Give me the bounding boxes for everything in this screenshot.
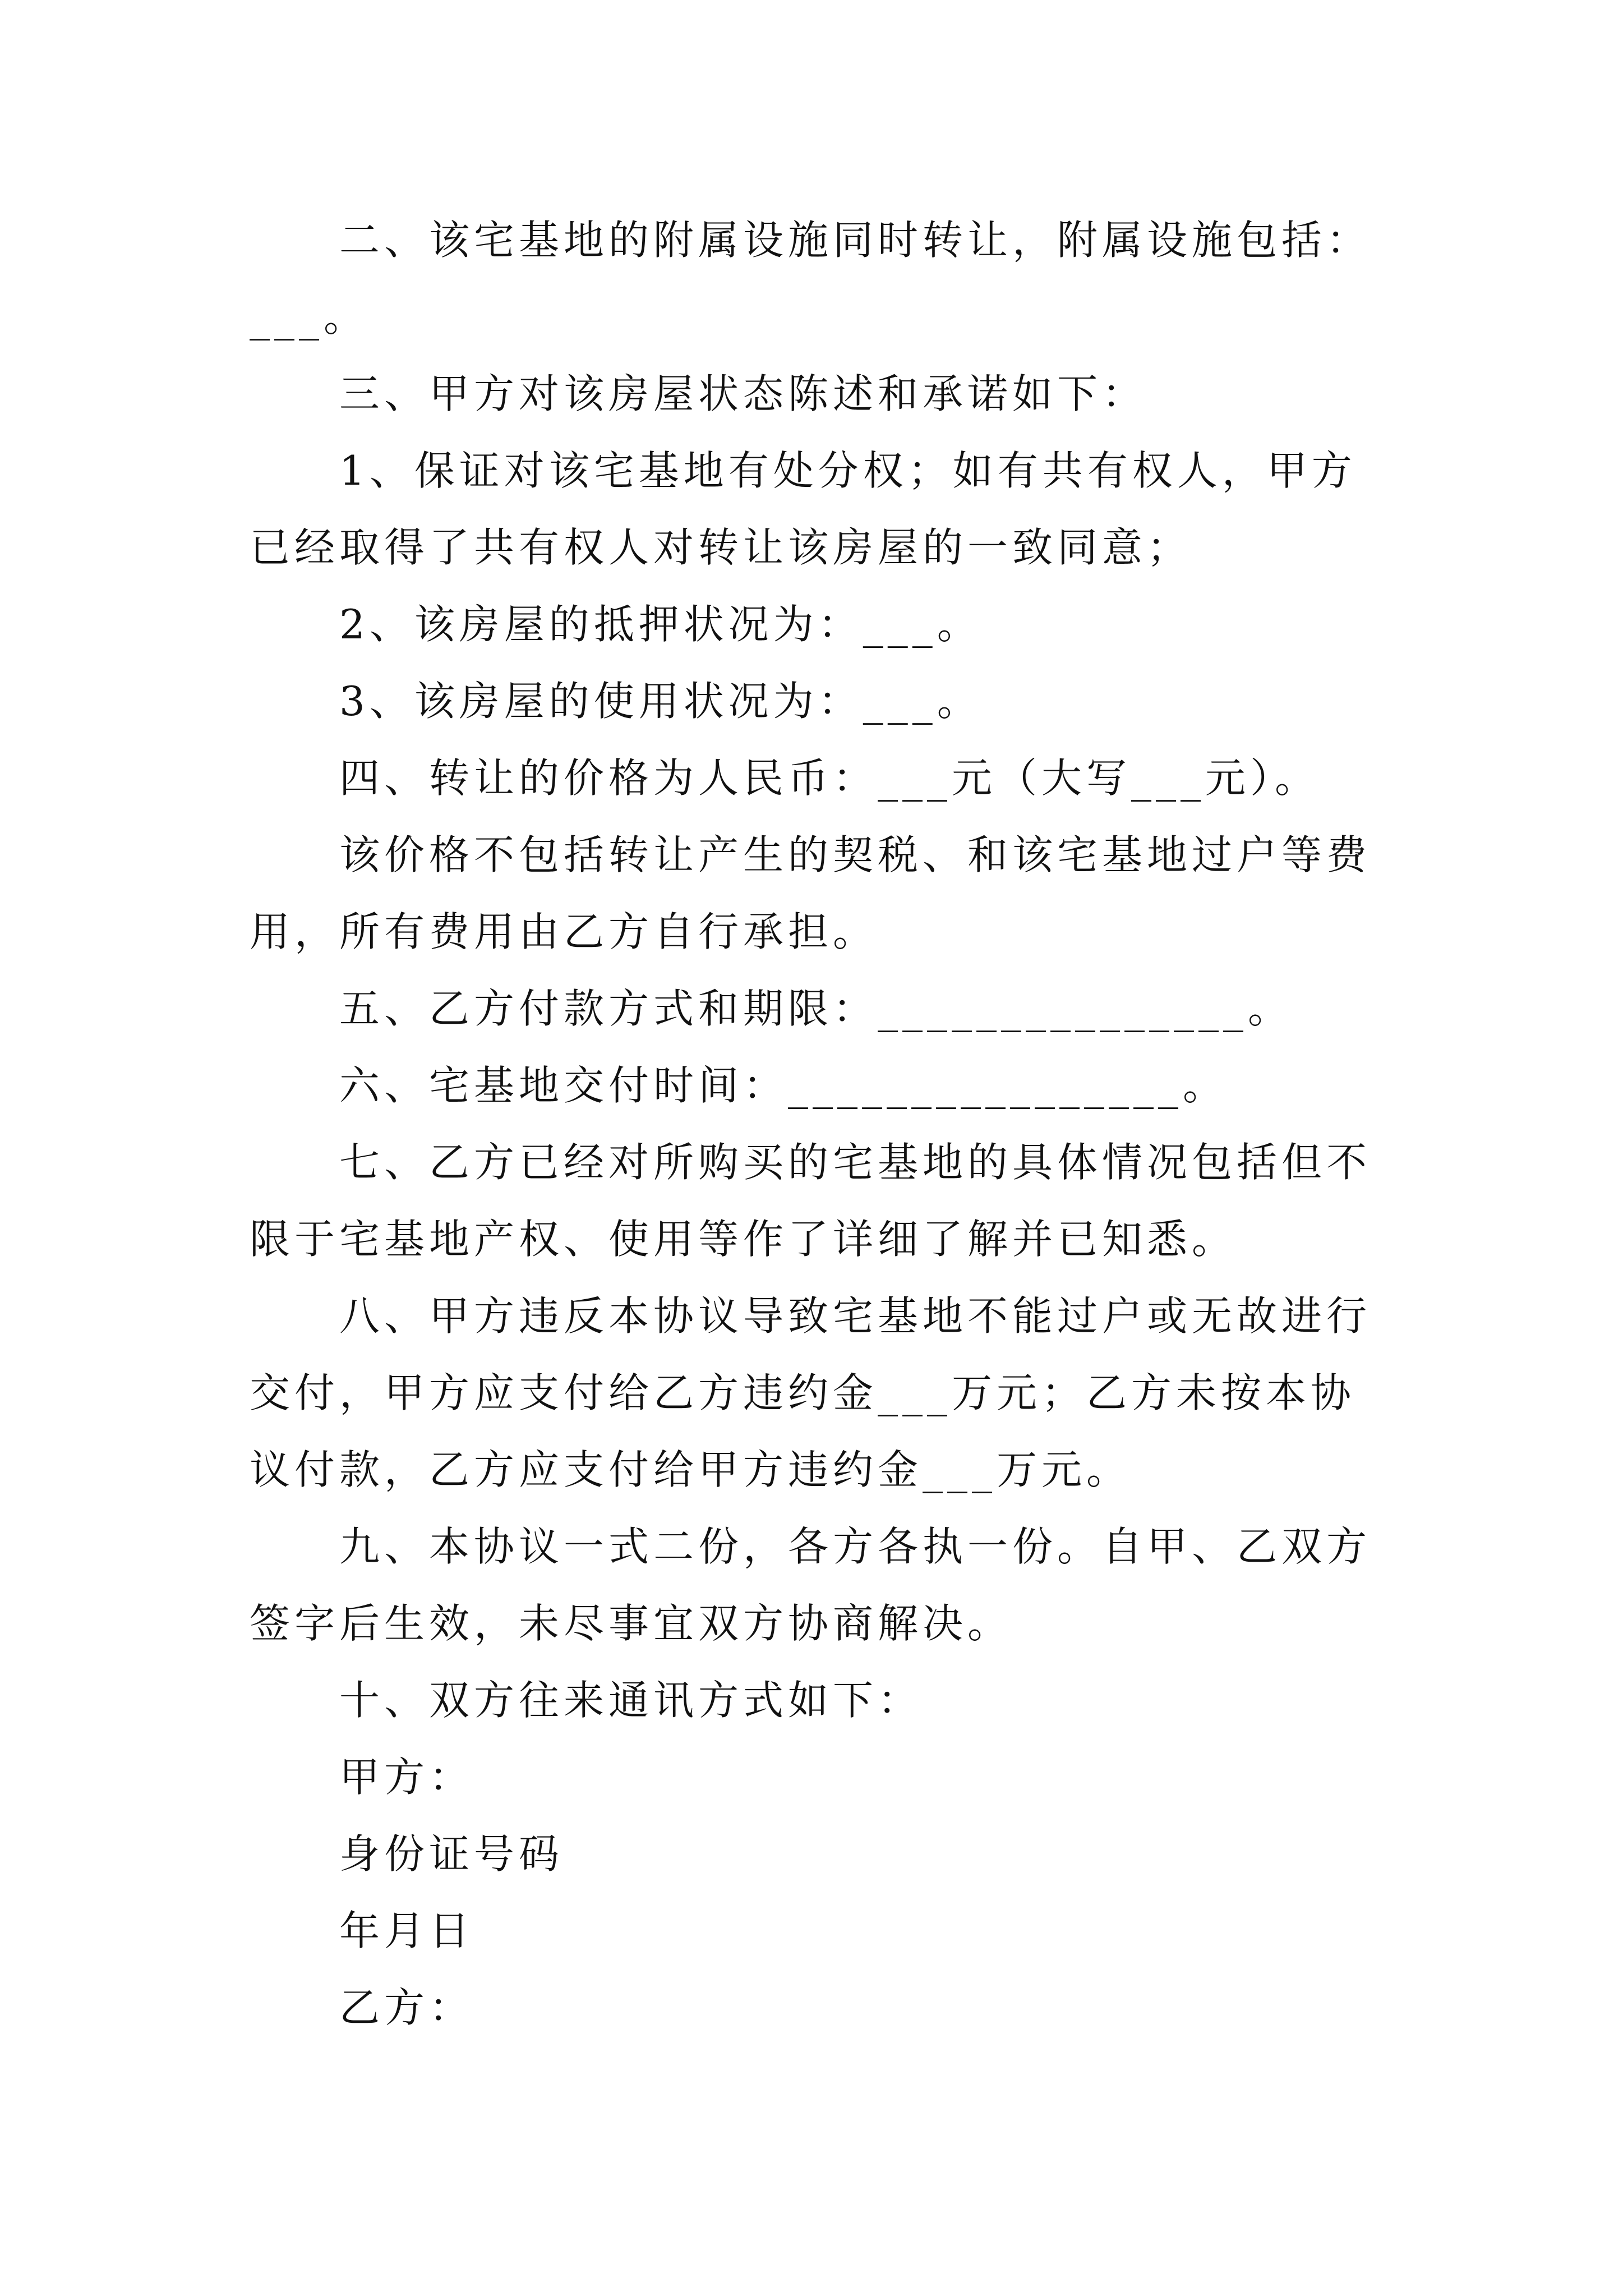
date-label: 年月日 (339, 1907, 474, 1954)
party-a-label: 甲方： (339, 1754, 474, 1801)
id-number-label: 身份证号码 (339, 1830, 564, 1878)
clause-3-item-3: 3、该房屋的使用状况为：___。 (339, 678, 982, 725)
clause-8-breach: 八、甲方违反本协议导致宅基地不能过户或无故进行交付，甲方应支付给乙方违约金___万元；乙方未按本协议付款，乙方应支付给甲方违约金___万元。 (250, 1292, 1372, 1493)
document-body (250, 202, 1377, 2046)
clause-3-heading: 三、甲方对该房屋状态陈述和承诺如下： (339, 370, 1147, 417)
clause-9-copies: 九、本协议一式二份，各方各执一份。自甲、乙双方签字后生效，未尽事宜双方协商解决。 (250, 1523, 1372, 1647)
clause-3-item-1: 1、保证对该宅基地有处分权；如有共有权人，甲方已经取得了共有权人对转让该房屋的一致同意； (250, 447, 1357, 571)
clause-7-acknowledgement: 七、乙方已经对所购买的宅基地的具体情况包括但不限于宅基地产权、使用等作了详细了解并已知悉。 (250, 1139, 1372, 1263)
clause-6-delivery: 六、宅基地交付时间：________________。 (339, 1062, 1228, 1109)
party-b-label: 乙方： (339, 1984, 474, 2031)
clause-10-contacts: 十、双方往来通讯方式如下： (339, 1677, 923, 1724)
clause-4-fees-note: 该价格不包括转让产生的契税、和该宅基地过户等费用，所有费用由乙方自行承担。 (250, 831, 1372, 955)
clause-4-price: 四、转让的价格为人民币：___元（大写___元）。 (339, 754, 1320, 802)
clause-5-payment: 五、乙方付款方式和期限：_______________。 (339, 985, 1293, 1032)
clause-3-item-2: 2、该房屋的抵押状况为：___。 (339, 601, 982, 648)
clause-2-ancillary-facilities: 二、该宅基地的附属设施同时转让，附属设施包括：___。 (250, 217, 1372, 341)
